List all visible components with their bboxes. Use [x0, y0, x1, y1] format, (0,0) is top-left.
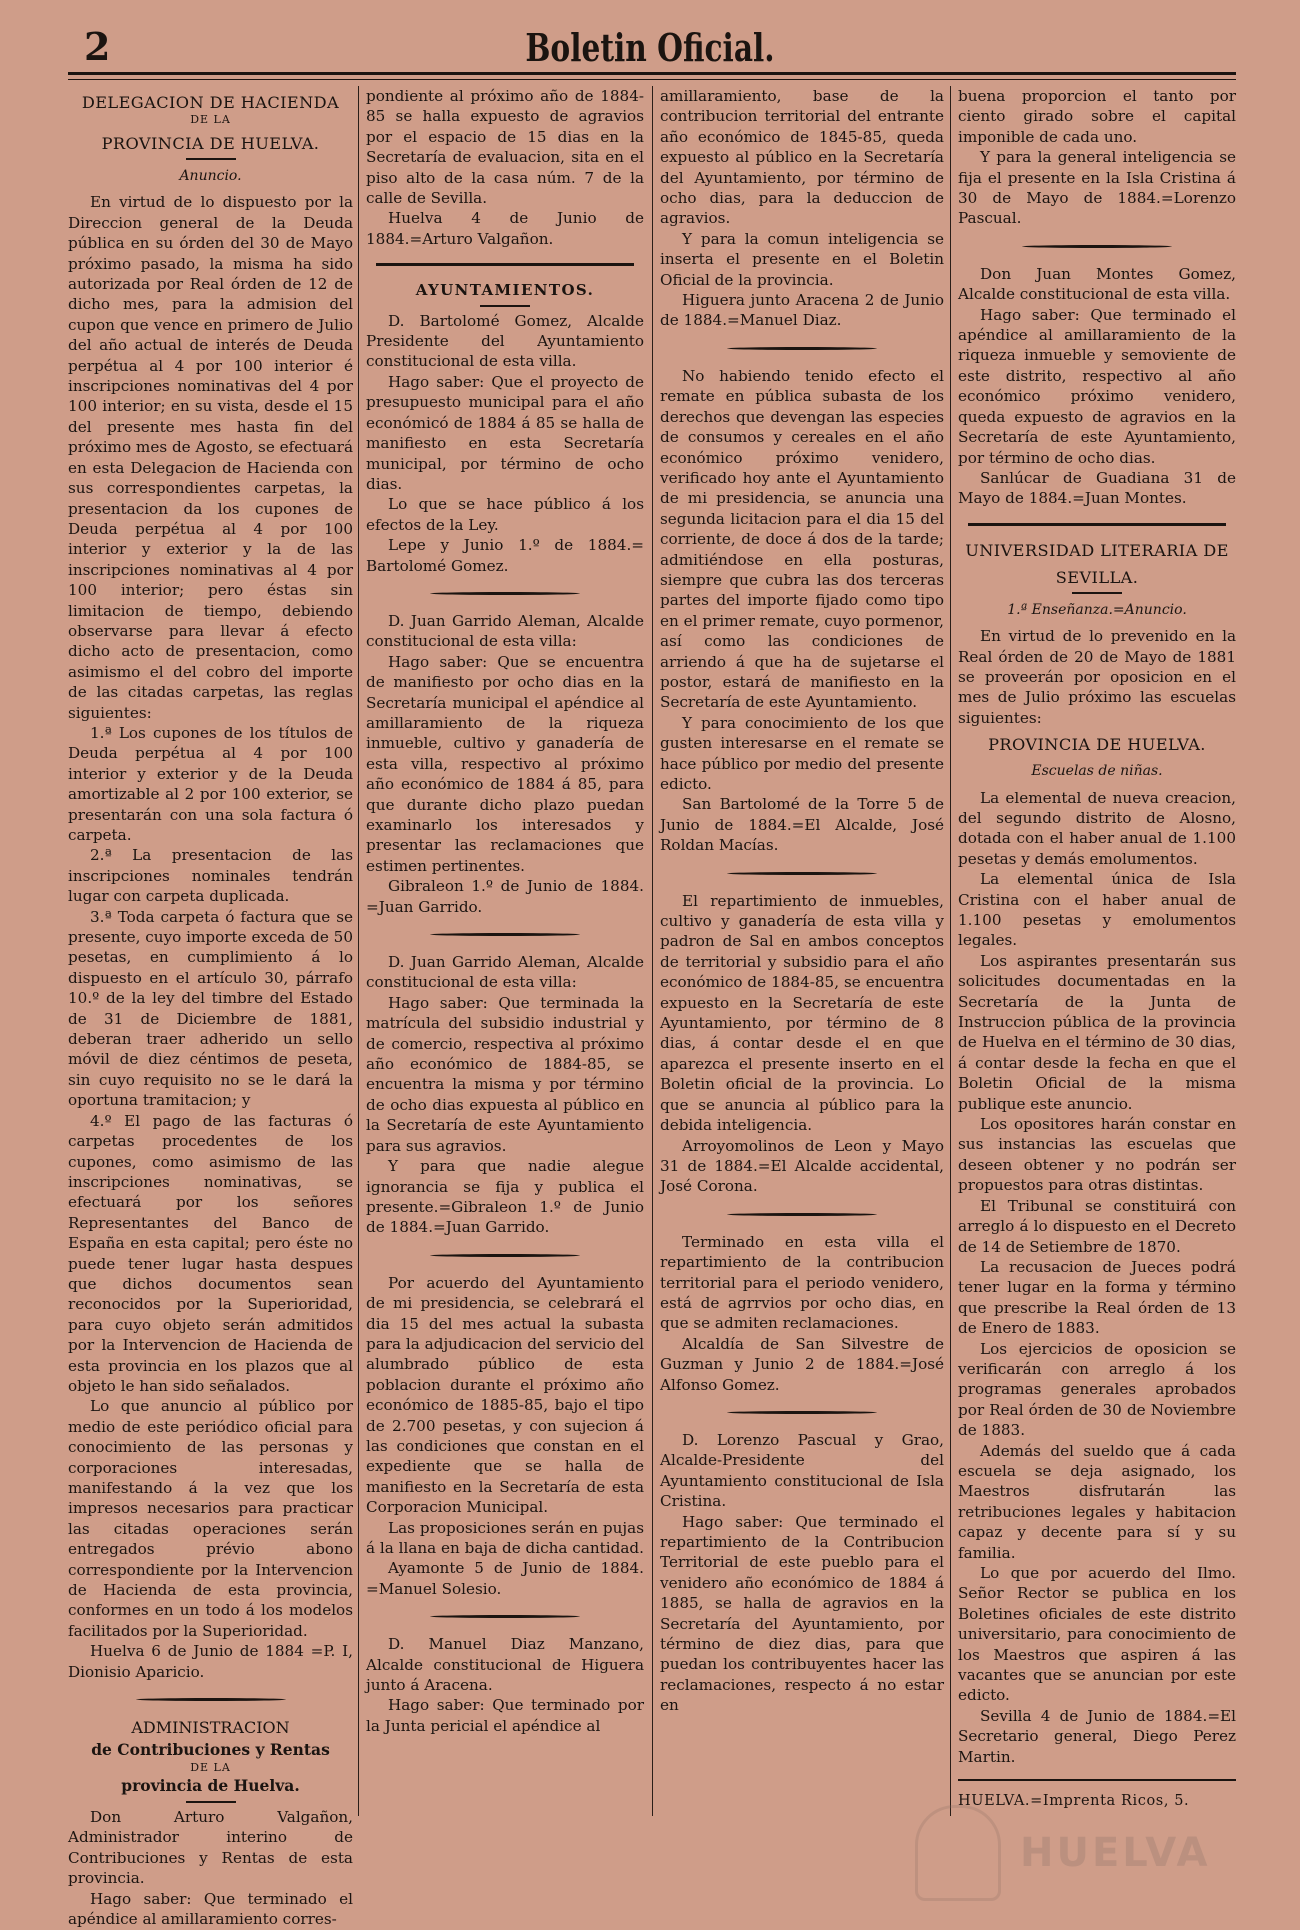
- paragraph: Terminado en esta villa el repartimiento de la contribucion territorial para el periodo venidero, está de agrrvios por ocho dias, en que se admiten reclamaciones.: [660, 1232, 944, 1333]
- section-title: UNIVERSIDAD LITERARIA DE: [965, 540, 1229, 560]
- newspaper-title: Boletin Oficial.: [525, 25, 775, 70]
- paragraph: Y para la comun inteligencia se inserta el presente en el Boletin Oficial de la provincia.: [660, 229, 944, 289]
- paragraph: 3.ª Toda carpeta ó factura que se presente, cuyo importe exceda de 50 pesetas, en cumplimiento á lo dispuesto en el artículo 30, párrafo 10.º de la ley del timbre del Estado de 31 de Diciembre de 1881, deberan traer adherido un sello móvil de diez céntimos de peseta, sin cuyo requisito no se le dará la oportuna tramitacion; y: [68, 907, 353, 1110]
- paragraph: Y para la general inteligencia se fija el presente en la Isla Cristina á 30 de Mayo de 1884.=Lorenzo Pascual.: [958, 148, 1236, 228]
- section-subtitle: DE LA: [190, 1761, 231, 1775]
- section-title: PROVINCIA DE HUELVA.: [988, 735, 1206, 755]
- paragraph: buena proporcion el tanto por ciento girado sobre el capital imponible de cada uno.: [958, 87, 1236, 146]
- paragraph: Hago saber: Que terminado el apéndice al amillaramiento corres-: [68, 1889, 353, 1929]
- section-title: ADMINISTRACION: [131, 1718, 290, 1738]
- ornament-rule: [430, 592, 580, 595]
- signature: Arroyomolinos de Leon y Mayo 31 de 1884.=El Alcalde accidental, José Corona.: [660, 1136, 944, 1196]
- ornament-rule: [1022, 245, 1172, 248]
- paragraph: Y para que nadie alegue ignorancia se fija y publica el presente.=Gibraleon 1.º de Junio de 1884.=Juan Garrido.: [366, 1157, 644, 1237]
- signature: Gibraleon 1.º de Junio de 1884. =Juan Garrido.: [366, 877, 644, 916]
- column-divider: [652, 86, 653, 1816]
- signature: Huelva 6 de Junio de 1884 =P. I, Dionisio Aparicio.: [68, 1642, 353, 1681]
- notice-kind: 1.ª Enseñanza.=Anuncio.: [1007, 601, 1187, 618]
- column-4: [958, 86, 1236, 1810]
- header-rule: [68, 72, 1236, 75]
- signature: Sanlúcar de Guadiana 31 de Mayo de 1884.=Juan Montes.: [958, 468, 1236, 508]
- ornament-rule: [430, 1254, 580, 1257]
- paragraph: D. Manuel Diaz Manzano, Alcalde constitucional de Higuera junto á Aracena.: [366, 1635, 644, 1695]
- page-number: 2: [84, 24, 111, 69]
- paragraph: 1.ª Los cupones de los títulos de Deuda perpétua al 4 por 100 interior y exterior y de la Deuda amortizable al 2 por 100 exterior, se presentarán con una sola factura ó carpeta.: [68, 723, 353, 844]
- section-title: provincia de Huelva.: [121, 1776, 300, 1796]
- signature: Lepe y Junio 1.º de 1884.= Bartolomé Gomez.: [366, 536, 644, 575]
- ornament-rule: [430, 933, 580, 936]
- signature: Alcaldía de San Silvestre de Guzman y Junio 2 de 1884.=José Alfonso Gomez.: [660, 1334, 944, 1394]
- paragraph: Las proposiciones serán en pujas á la llana en baja de dicha cantidad.: [366, 1518, 644, 1557]
- paragraph: Don Arturo Valgañon, Administrador interino de Contribuciones y Rentas de esta provincia.: [68, 1808, 353, 1888]
- section-heading: AYUNTAMIENTOS.: [415, 281, 595, 300]
- column-divider: [950, 86, 951, 1816]
- column-1: [68, 86, 353, 1929]
- paragraph: Hago saber: Que el proyecto de presupuesto municipal para el año económicó de 1884 á 85 se halla de manifiesto en esta Secretaría municipal, por término de ocho dias.: [366, 372, 644, 493]
- ornament-rule: [136, 1698, 286, 1701]
- ornament: [186, 1801, 236, 1803]
- paragraph: Los aspirantes presentarán sus solicitudes documentadas en la Secretaría de la Junta de Instruccion pública de la provincia de Huelva en el término de 30 dias, á contar desde la fecha en que el Boletin Oficial de la misma publique este anuncio.: [958, 951, 1236, 1113]
- ornament: [480, 305, 530, 307]
- paragraph: El Tribunal se constituirá con arreglo á lo dispuesto en el Decreto de 14 de Setiembre de 1870.: [958, 1196, 1236, 1256]
- column-3: [660, 86, 944, 1806]
- ornament-rule: [727, 1411, 877, 1414]
- signature: Higuera junto Aracena 2 de Junio de 1884.=Manuel Diaz.: [660, 291, 944, 330]
- paragraph: Don Juan Montes Gomez, Alcalde constitucional de esta villa.: [958, 264, 1236, 304]
- paragraph: amillaramiento, base de la contribucion territorial del entrante año económico de 1845-85, queda expuesto al público en la Secretaría del Ayuntamiento, por término de ocho dias, para la deduccion de agravios.: [660, 87, 944, 228]
- paragraph: Los opositores harán constar en sus instancias las escuelas que deseen obtener y no podrán ser propuestos para otras distintas.: [958, 1115, 1236, 1195]
- paragraph: Hago saber: Que terminado el apéndice al amillaramiento de la riqueza inmueble y semoviente de este distrito, respectivo al año económico próximo venidero, queda expuesto de agravios en la Secretaría de este Ayuntamiento, por término de ocho dias.: [958, 305, 1236, 467]
- printer-imprint: HUELVA.=Imprenta Ricos, 5.: [958, 1793, 1190, 1810]
- signature: San Bartolomé de la Torre 5 de Junio de 1884.=El Alcalde, José Roldan Macías.: [660, 795, 944, 855]
- paragraph: Hago saber: Que terminado el repartimiento de la Contribucion Territorial de este pueblo para el venidero año económico de 1884 á 1885, se halla de agravios en la Secretaría del Ayuntamiento, por término de diez dias, para que puedan los contribuyentes hacer las reclamaciones, respecto á no estar en: [660, 1512, 944, 1715]
- signature: Sevilla 4 de Junio de 1884.=El Secretario general, Diego Perez Martin.: [958, 1706, 1236, 1766]
- ornament-rule: [727, 872, 877, 875]
- section-title: de Contribuciones y Rentas: [91, 1740, 330, 1760]
- ornament: [186, 158, 236, 160]
- paragraph: Además del sueldo que á cada escuela se deja asignado, los Maestros disfrutarán las retribuciones legales y habitacion capaz y decente para sí y su familia.: [958, 1441, 1236, 1562]
- ornament-rule: [727, 1213, 877, 1216]
- paragraph: La recusacion de Jueces podrá tener lugar en la forma y término que prescribe la Real órden de 13 de Enero de 1883.: [958, 1257, 1236, 1338]
- paragraph: 4.º El pago de las facturas ó carpetas procedentes de los cupones, como asimismo de las inscripciones nominativas, se efectuará por los señores Representantes del Banco de España en esta capital; pero éste no puede tener lugar hasta despues que dichos documentos sean reconocidos por la Superioridad, para cuyo objeto serán admitidos por la Intervencion de Hacienda de esta provincia en los plazos que al objeto le han sido señalados.: [68, 1111, 353, 1395]
- coat-of-arms-watermark: [915, 1805, 1001, 1901]
- paragraph: La elemental de nueva creacion, del segundo distrito de Alosno, dotada con el haber anual de 1.100 pesetas y demás emolumentos.: [958, 788, 1236, 868]
- paragraph: pondiente al próximo año de 1884-85 se halla expuesto de agravios por el espacio de 15 dias en la Secretaría de evaluacion, sita en el piso alto de la casa núm. 7 de la calle de Sevilla.: [366, 87, 644, 208]
- paragraph: D. Lorenzo Pascual y Grao, Alcalde-Presidente del Ayuntamiento constitucional de Isla Cristina.: [660, 1430, 944, 1511]
- paragraph: En virtud de lo prevenido en la Real órden de 20 de Mayo de 1881 se proveerán por oposicion en el mes de Julio próximo las escuelas siguientes:: [958, 627, 1236, 727]
- paragraph: Por acuerdo del Ayuntamiento de mi presidencia, se celebrará el dia 15 del mes actual la subasta para la adjudicacion del servicio del alumbrado público de esta poblacion durante el próximo año económico de 1885-85, bajo el tipo de 2.700 pesetas, y con sujecion á las condiciones que constan en el expediente que se halla de manifiesto en la Secretaría de esta Corporacion Municipal.: [366, 1273, 644, 1517]
- paragraph: D. Juan Garrido Aleman, Alcalde constitucional de esta villa:: [366, 953, 644, 992]
- paragraph: Los ejercicios de oposicion se verificarán con arreglo á los programas generales aprobados por Real órden de 30 de Noviembre de 1883.: [958, 1339, 1236, 1440]
- section-title: DELEGACION DE HACIENDA: [81, 93, 340, 112]
- paragraph: En virtud de lo dispuesto por la Direccion general de la Deuda pública en su órden del 30 de Mayo próximo pasado, la misma ha sido autorizada por Real órden de 12 de dicho mes, para la admision del cupon que vence en primero de Julio del año actual de interés de Deuda perpétua al 4 por 100 interior é inscripciones nominativas del 4 por 100 interior; en su vista, desde el 15 del presente mes hasta fin del próximo mes de Agosto, se efectuará en esta Delegacion de Hacienda con sus correspondientes carpetas, la presentacion da los cupones de Deuda perpétua al 4 por 100 interior y exterior y la de las inscripciones nominativas al 4 por 100 interior; pero éstas sin limitacion de tiempo, debiendo observarse para llevar á efecto dicho acto de presentacion, como asimismo el del cobro del importe de las citadas carpetas, las reglas siguientes:: [68, 193, 353, 722]
- paragraph: D. Juan Garrido Aleman, Alcalde constitucional de esta villa:: [366, 611, 644, 651]
- paragraph: La elemental única de Isla Cristina con el haber anual de 1.100 pesetas y emolumentos legales.: [958, 870, 1236, 950]
- paragraph: Hago saber: Que terminado por la Junta pericial el apéndice al: [366, 1696, 644, 1735]
- section-rule: [376, 263, 634, 266]
- library-watermark: HUELVA: [1020, 1830, 1211, 1876]
- paragraph: No habiendo tenido efecto el remate en pública subasta de los derechos que devengan las especies de consumos y cereales en el año económico próximo venidero, verificado hoy ante el Ayuntamiento de mi presidencia, se anuncia una segunda licitacion para el dia 15 del corriente, de doce á dos de la tarde; admitiéndose en ella posturas, siempre que cubra las dos terceras partes del importe fijado como tipo en el primer remate, cuyo pormenor, así como las condiciones de arriendo á que ha de sujetarse el postor, estará de manifiesto en la Secretaría de este Ayuntamiento.: [660, 366, 944, 712]
- paragraph: Lo que anuncio al público por medio de este periódico oficial para conocimiento de las personas y corporaciones interesadas, manifestando á la vez que los impresos necesarios para practicar las citadas operaciones serán entregados prévio abono correspondiente por la Intervencion de Hacienda de esta provincia, conformes en un todo á los modelos facilitados por la Superioridad.: [68, 1397, 353, 1640]
- paragraph: Lo que por acuerdo del Ilmo. Señor Rector se publica en los Boletines oficiales de este distrito universitario, para conocimiento de los Maestros que aspiren á las vacantes que se anuncian por este edicto.: [958, 1564, 1236, 1705]
- ornament: [1072, 592, 1122, 594]
- paragraph: Hago saber: Que terminada la matrícula del subsidio industrial y de comercio, respectiva al próximo año económico de 1884-85, se encuentra la misma y por término de ocho dias expuesta al público en la Secretaría de este Ayuntamiento para sus agravios.: [366, 993, 644, 1155]
- paragraph: D. Bartolomé Gomez, Alcalde Presidente del Ayuntamiento constitucional de esta villa.: [366, 311, 644, 371]
- signature: Huelva 4 de Junio de 1884.=Arturo Valgañon.: [366, 209, 644, 248]
- imprint-rule: [958, 1779, 1236, 1781]
- section-rule: [968, 523, 1226, 526]
- section-subtitle: DE LA: [190, 113, 231, 126]
- notice-kind: Anuncio.: [179, 168, 242, 184]
- signature: Ayamonte 5 de Junio de 1884. =Manuel Solesio.: [366, 1559, 644, 1598]
- header-rule-thin: [68, 79, 1236, 80]
- paragraph: El repartimiento de inmuebles, cultivo y ganadería de esta villa y padron de Sal en ambos conceptos de territorial y subsidio para el año económico de 1884-85, se encuentra expuesto en la Secretaría de este Ayuntamiento, por término de 8 dias, á contar desde el en que aparezca el presente inserto en el Boletin oficial de la provincia. Lo que se anuncia al público para la debida inteligencia.: [660, 891, 944, 1135]
- section-title: SEVILLA.: [1055, 567, 1139, 587]
- ornament-rule: [727, 347, 877, 350]
- section-title: PROVINCIA DE HUELVA.: [101, 134, 320, 153]
- notice-kind: Escuelas de niñas.: [1031, 763, 1163, 780]
- ornament-rule: [430, 1615, 580, 1618]
- column-divider: [358, 86, 359, 1816]
- paragraph: 2.ª La presentacion de las inscripciones nominales tendrán lugar con carpeta duplicada.: [68, 846, 353, 906]
- paragraph: Y para conocimiento de los que gusten interesarse en el remate se hace público por medio del presente edicto.: [660, 713, 944, 793]
- column-2: [366, 86, 644, 1806]
- paragraph: Hago saber: Que se encuentra de manifiesto por ocho dias en la Secretaría municipal el apéndice al amillaramiento de la riqueza inmueble, cultivo y ganadería de esta villa, respectivo al próximo año económico de 1884 á 85, para que durante dicho plazo puedan examinarlo los interesados y presentar las reclamaciones que estimen pertinentes.: [366, 652, 644, 875]
- paragraph: Lo que se hace público á los efectos de la Ley.: [366, 495, 644, 534]
